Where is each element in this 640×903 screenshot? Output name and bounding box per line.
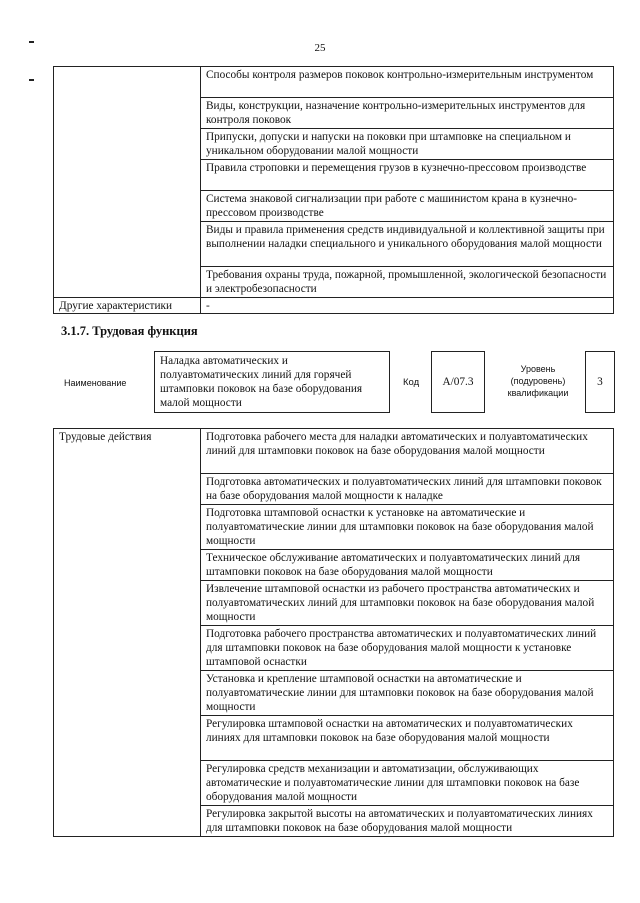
table-cell-text: Установка и крепление штамповой оснастки на автоматические и полуавтоматические линии для штамповки поковок на базе оборудования малой мощности: [201, 671, 614, 716]
table-row: [54, 298, 614, 314]
table-cell-left: Другие характеристики: [54, 298, 201, 314]
table-cell-left: Трудовые действия: [54, 429, 201, 837]
table-cell-text: Регулировка средств механизации и автоматизации, обслуживающих автоматические и полуавтоматические линии для штамповки поковок на базе оборудования малой мощности: [201, 761, 614, 806]
level-label: Уровень (подуровень) квалификации: [507, 364, 569, 398]
table-cell-text: Правила строповки и перемещения грузов в кузнечно-прессовом производстве: [201, 160, 614, 191]
table-cell-text: Подготовка автоматических и полуавтоматических линий для штамповки поковок на базе оборудования малой мощности к наладке: [201, 474, 614, 505]
table-row: [54, 429, 614, 474]
page-number: 25: [314, 42, 326, 54]
code-value-box: А/07.3: [431, 351, 485, 413]
knowledge-table: [53, 66, 614, 314]
table-cell-text: Регулировка закрытой высоты на автоматических и полуавтоматических линиях для штамповки поковок на базе оборудования малой мощности: [201, 806, 614, 837]
table-cell-text: Подготовка рабочего пространства автоматических и полуавтоматических линий для штамповки поковок на базе оборудования малой мощности к установке штамповой оснастки: [201, 626, 614, 671]
code-label: Код: [403, 377, 420, 388]
table-row: [54, 67, 614, 98]
name-value-box: Наладка автоматических и полуавтоматических линий для горячей штамповки поковок на базе оборудования малой мощности: [154, 351, 390, 413]
table-cell-text: Подготовка рабочего места для наладки автоматических и полуавтоматических линий для штамповки поковок на базе оборудования малой мощности: [201, 429, 614, 474]
table-cell-text: -: [201, 298, 614, 314]
table-cell-text: Техническое обслуживание автоматических и полуавтоматических линий для штамповки поковок на базе оборудования малой мощности: [201, 550, 614, 581]
table-cell-text: Виды, конструкции, назначение контрольно-измерительных инструментов для контроля поковок: [201, 98, 614, 129]
table-cell-left: [54, 67, 201, 298]
table-cell-text: Подготовка штамповой оснастки к установке на автоматические и полуавтоматические линии для штамповки поковок на базе оборудования малой мощности: [201, 505, 614, 550]
name-label: Наименование: [64, 378, 127, 388]
scan-mark: [29, 79, 34, 81]
table-cell-text: Регулировка штамповой оснастки на автоматических и полуавтоматических линиях для штамповки поковок на базе оборудования малой мощности: [201, 716, 614, 761]
table-cell-text: Требования охраны труда, пожарной, промышленной, экологической безопасности и электробезопасности: [201, 267, 614, 298]
table-cell-text: Способы контроля размеров поковок контрольно-измерительным инструментом: [201, 67, 614, 98]
table-cell-text: Система знаковой сигнализации при работе с машинистом крана в кузнечно-прессовом производстве: [201, 191, 614, 222]
table-cell-text: Припуски, допуски и напуски на поковки при штамповке на специальном и уникальном оборудовании малой мощности: [201, 129, 614, 160]
table-cell-text: Извлечение штамповой оснастки из рабочего пространства автоматических и полуавтоматических линий для штамповки поковок на базе оборудования малой мощности: [201, 581, 614, 626]
level-value-box: 3: [585, 351, 615, 413]
section-title: 3.1.7. Трудовая функция: [61, 324, 198, 338]
labor-actions-table: [53, 428, 614, 837]
table-cell-text: Виды и правила применения средств индивидуальной и коллективной защиты при выполнении наладки специального и уникального оборудования малой мощности: [201, 222, 614, 267]
